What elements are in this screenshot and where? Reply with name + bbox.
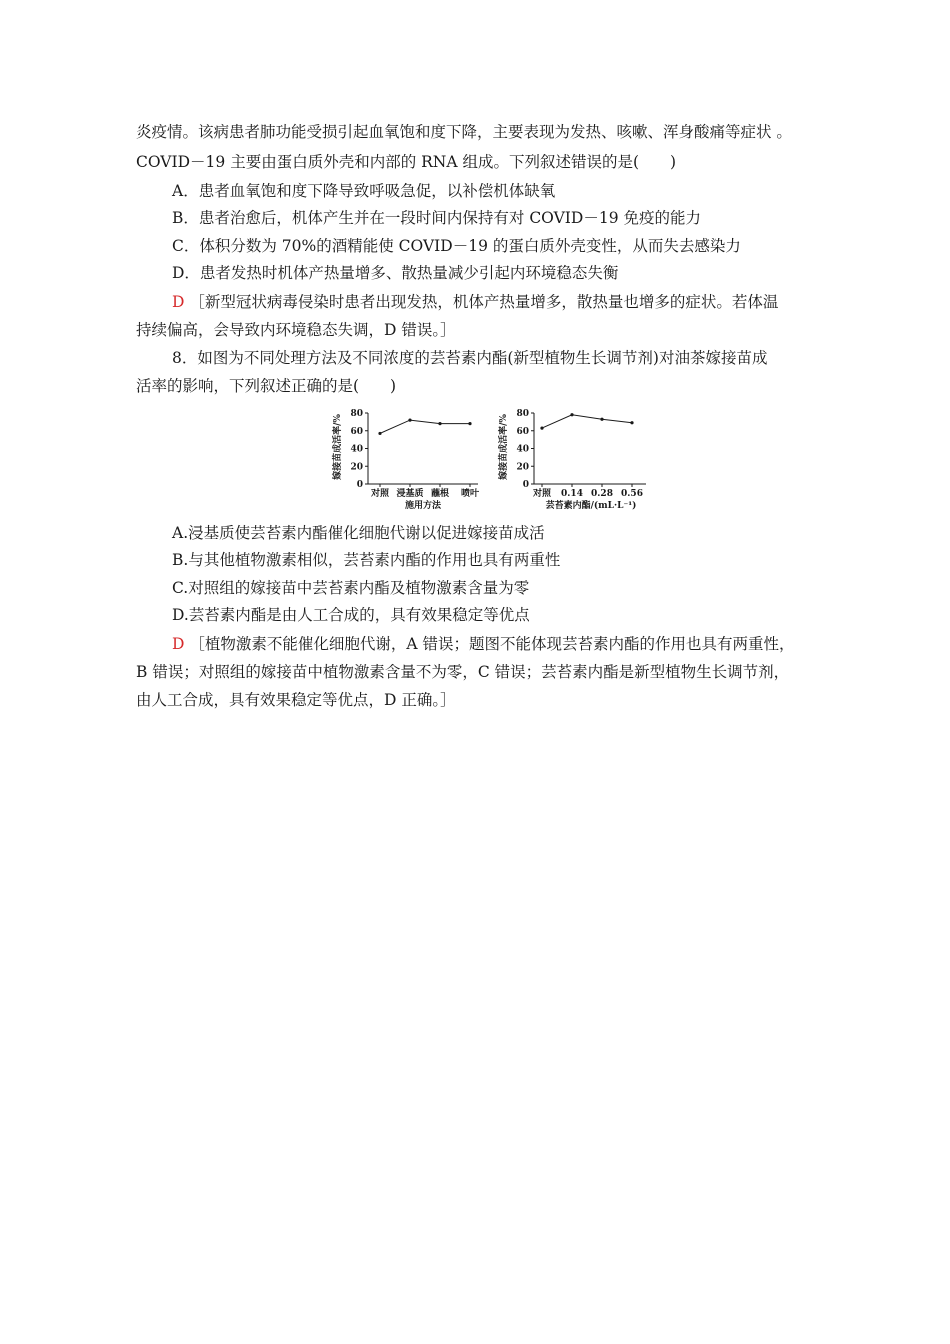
q8-stem-line-1: 8．如图为不同处理方法及不同浓度的芸苔素内酯(新型植物生长调节剂)对油茶嫁接苗成 bbox=[172, 349, 768, 367]
q7-explanation-line-2: 持续偏高，会导致内环境稳态失调，D 错误。］ bbox=[136, 321, 456, 339]
c1-xtick-label: 喷叶 bbox=[460, 489, 480, 499]
c1-ytick-label: 20 bbox=[350, 462, 363, 473]
c2-ytick-label: 0 bbox=[522, 480, 529, 490]
q8-option-a: A.浸基质使芸苔素内酯催化细胞代谢以促进嫁接苗成活 bbox=[172, 524, 545, 542]
chart-application-method bbox=[330, 405, 480, 513]
c2-ytick-label: 60 bbox=[516, 426, 529, 437]
q8-option-d: D.芸苔素内酯是由人工合成的，具有效果稳定等优点 bbox=[172, 606, 530, 624]
c1-data-point bbox=[378, 432, 381, 435]
q8-option-b: B.与其他植物激素相似，芸苔素内酯的作用也具有两重性 bbox=[172, 551, 561, 569]
q8-explanation-text-1: ［植物激素不能催化细胞代谢，A 错误；题图不能体现芸苔素内酯的作用也具有两重性， bbox=[189, 635, 795, 653]
q8-explanation-line-3: 由人工合成，具有效果稳定等优点，D 正确。］ bbox=[136, 691, 456, 709]
c2-xtick-label: 0.28 bbox=[591, 489, 613, 499]
q8-explanation-line-1 bbox=[172, 634, 795, 654]
q8-explanation-line-2: B 错误；对照组的嫁接苗中植物激素含量不为零，C 错误；芸苔素内酯是新型植物生长调节剂， bbox=[136, 663, 790, 681]
c1-xtick-label: 对照 bbox=[370, 489, 390, 499]
chart2-xlabel: 芸苔素内酯/(mL·L⁻¹) bbox=[545, 501, 637, 511]
c1-data-point bbox=[438, 422, 441, 425]
c1-ytick-label: 80 bbox=[350, 409, 363, 419]
c1-xtick-label: 蘸根 bbox=[430, 489, 450, 499]
c2-xtick-label: 对照 bbox=[532, 489, 552, 499]
q8-option-c: C.对照组的嫁接苗中芸苔素内酯及植物激素含量为零 bbox=[172, 579, 530, 597]
q7-answer-letter: D bbox=[172, 293, 185, 311]
c2-ytick-label: 20 bbox=[516, 462, 529, 473]
c1-ytick-label: 60 bbox=[350, 426, 363, 437]
c1-ytick-label: 0 bbox=[356, 480, 363, 490]
q7-stem-line-1: 炎疫情。该病患者肺功能受损引起血氧饱和度下降，主要表现为发热、咳嗽、浑身酸痛等症状 。 bbox=[136, 123, 792, 141]
q7-explanation-line-1 bbox=[172, 292, 778, 312]
chart2-ylabel: 嫁接苗成活率/% bbox=[499, 414, 509, 480]
c2-data-point bbox=[540, 426, 543, 429]
c2-data-point bbox=[600, 418, 603, 421]
q8-answer-letter: D bbox=[172, 635, 185, 653]
chart1-series-line bbox=[380, 420, 470, 433]
chart-concentration bbox=[496, 405, 651, 513]
c1-ytick-label: 40 bbox=[350, 444, 363, 455]
c2-ytick-label: 40 bbox=[516, 444, 529, 455]
chart2-series-line bbox=[542, 415, 632, 428]
c2-ytick-label: 80 bbox=[516, 409, 529, 419]
chart1-xlabel: 施用方法 bbox=[404, 501, 442, 511]
chart1-ylabel: 嫁接苗成活率/% bbox=[333, 414, 343, 480]
c1-data-point bbox=[468, 422, 471, 425]
q7-explanation-text-1: ［新型冠状病毒侵染时患者出现发热，机体产热量增多，散热量也增多的症状。若体温 bbox=[189, 293, 779, 311]
q7-option-b: B．患者治愈后，机体产生并在一段时间内保持有对 COVID－19 免疫的能力 bbox=[172, 209, 702, 227]
c2-xtick-label: 0.56 bbox=[621, 489, 643, 499]
c2-data-point bbox=[630, 421, 633, 424]
q7-option-d: D．患者发热时机体产热量增多、散热量减少引起内环境稳态失衡 bbox=[172, 264, 619, 282]
q7-option-a: A．患者血氧饱和度下降导致呼吸急促，以补偿机体缺氧 bbox=[172, 182, 556, 200]
q7-option-c: C．体积分数为 70%的酒精能使 COVID－19 的蛋白质外壳变性，从而失去感染力 bbox=[172, 237, 741, 255]
c1-data-point bbox=[408, 419, 411, 422]
q7-stem-line-2: COVID－19 主要由蛋白质外壳和内部的 RNA 组成。下列叙述错误的是( ) bbox=[136, 153, 677, 171]
c2-data-point bbox=[570, 413, 573, 416]
c2-xtick-label: 0.14 bbox=[561, 489, 583, 499]
c1-xtick-label: 浸基质 bbox=[396, 489, 424, 499]
q8-stem-line-2: 活率的影响，下列叙述正确的是( ) bbox=[136, 377, 397, 395]
